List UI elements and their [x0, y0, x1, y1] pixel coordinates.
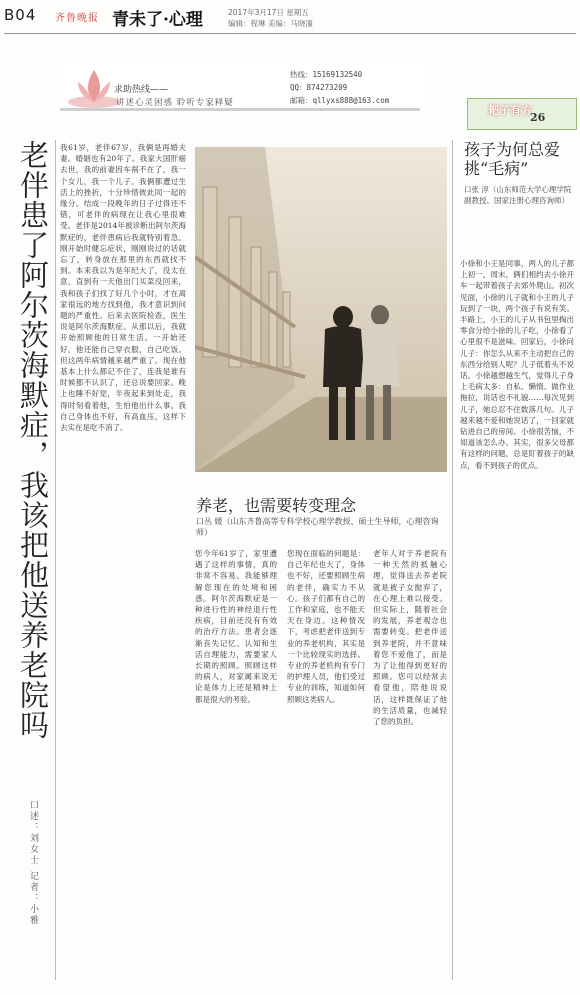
- article-body-column: 小徐和小王是同事，两人的儿子都上初一，周末，俩们相约去小徐开车一起带着孩子去郊外爬山。初次见面，小徐的儿子就和小王的儿子玩到了一块，两个孩子有说有笑。半路上，小王的儿子从书包里掏出零食分给小徐的儿子吃，小徐看了心里很不是滋味。回家后，小徐问儿子：你怎么从来不主动把自己的东西分给别人呢？儿子低着头不说话。小徐越想越生气，觉得儿子身上毛病太多：自私、懒惰、做作业拖拉，说话也不礼貌……每次见到儿子，她总忍不住数落几句。儿子越来越不爱和她说话了，一回家就钻进自己的房间。小徐很苦恼，不知道该怎么办。其实，很多父母都有这样的问题，总是盯着孩子的缺点，看不到孩子的优点。: [460, 259, 574, 470]
- date-line: 2017年3月17日 星期五: [228, 8, 309, 17]
- issue-date: [228, 7, 313, 29]
- column-divider: [452, 140, 453, 980]
- photo-illustration: [195, 147, 447, 472]
- editor-line: 编辑：程琳 美编：马晓潼: [228, 19, 313, 28]
- banner-slogan: 讲述心灵困惑 聆听专家释疑: [116, 98, 234, 108]
- contact-info: [290, 68, 389, 107]
- comic-number: 26: [530, 111, 546, 124]
- page-number: B04: [4, 6, 37, 24]
- right-article-author: 口张 淳（山东师范大学心理学院副教授、国家注册心理咨询师）: [464, 185, 572, 205]
- article-subhead: 养老，也需要转变理念: [196, 496, 357, 515]
- right-article-title: 孩子为何总爱挑“毛病”: [464, 140, 561, 178]
- newspaper-logo: 齐鲁晚报: [55, 13, 99, 24]
- banner-underline: [60, 108, 420, 111]
- qq-text: QQ：874273209: [290, 83, 348, 92]
- expert-author: 口丛 媛（山东齐鲁高等专科学校心理学教授、硕士生导师，心理咨询师）: [196, 517, 439, 537]
- email-text: 邮箱：qllyxs888@163.com: [290, 96, 390, 105]
- phone-text: 热线：15169132540: [290, 70, 363, 79]
- article-body-column: 我61岁，老伴67岁，我俩是再婚夫妻。婚姻也有20年了。我家大国肝癌去世，我的前妻因车祸不在了，我一个女儿，我一个儿子。我俩都遭过生活上的挫折，十分珍惜彼此同一起的缘分。结成一段晚年的日子过得还不错，可老伴的病现在让我心里很难受。老伴是2014年被诊断出阿尔茨海默症的，老伴患病后我就特别着急。刚开始时健忘症状，刚刚说过的话就忘了，转身放在那里的东西就找不到。本来我以为是年纪大了，没太在意，直到有一天他出门买菜没回来，我和孩子们找了好几个小时，才在离家很远的地方找到他，我才意识到问题的严重性。后来去医院检查，医生说是阿尔茨海默症。从那以后，我就开始照顾他的日常生活。一开始还好，他还能自己穿衣服，自己吃饭。但这两年病情越来越严重了。现在他基本上什么都记不住了，连我是谁有时候都不认识了，还总说要回家。晚上也睡不好觉，半夜起来到处走，我得时刻看着他，生怕他出什么事。我自己身体也不好，有高血压，这样下去实在是吃不消了。: [60, 143, 186, 433]
- column-divider: [55, 140, 56, 980]
- header-divider: [4, 33, 576, 34]
- article-body-column: 老年人对于养老院有一种天然的抵触心理，觉得送去养老院就是被子女抛弃了，在心理上难以接受。但实际上，随着社会的发展，养老观念也需要转变。把老伴送到养老院，并不意味着您不爱他了，而是为了让他得到更好的照顾。您可以经常去看望他，陪他说说话，这样既保证了他的生活质量，也减轻了您的负担。: [373, 549, 447, 727]
- main-headline: 老伴患了阿尔茨海默症，我该把他送养老院吗: [16, 140, 50, 740]
- elderly-couple-photo: [195, 147, 447, 472]
- section-title: 青未了·心理: [112, 10, 203, 30]
- article-body-column: 您现在面临的问题是：自己年纪也大了，身体也不好，还要照顾生病的老伴，确实力不从心。孩子们都有自己的工作和家庭，也不能天天在身边。这种情况下，考虑把老伴送到专业的养老机构，其实是一个比较现实的选择。专业的养老机构有专门的护理人员，他们受过专业的训练，知道如何照顾这类病人。: [287, 549, 365, 704]
- hotline-label: 求助热线——: [114, 85, 169, 95]
- main-byline: 口述：刘女士 记者：小雅: [28, 800, 38, 926]
- comic-title: 耙子有方: [488, 104, 532, 117]
- article-body-column: 您今年61岁了，家里遭遇了这样的事情，真的非常不容易。我能够理解您现在的处境和困惑。阿尔茨海默症是一种进行性的神经退行性疾病，目前还没有有效的治疗方法。患者会逐渐丧失记忆、认知和生活自理能力，需要家人长期的照顾。照顾这样的病人，对家属来说无论是体力上还是精神上都是很大的考验。: [195, 549, 277, 704]
